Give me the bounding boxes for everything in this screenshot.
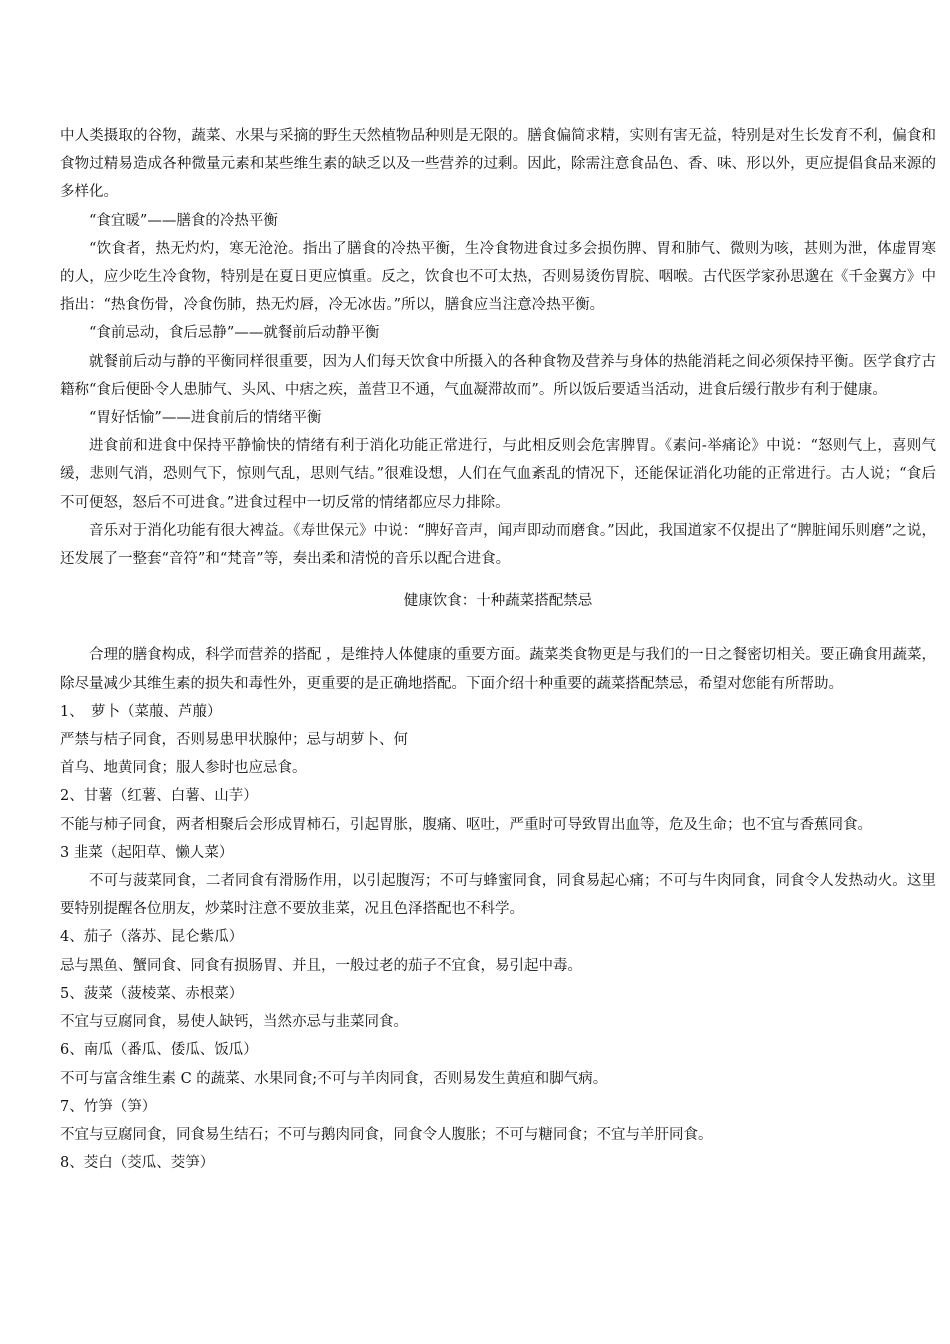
list-item: 不宜与豆腐同食，同食易生结石；不可与鹅肉同食，同食令人腹胀；不可与糖同食；不宜与羊肝同食。	[60, 1126, 713, 1143]
list-item: 不可与菠菜同食，二者同食有滑肠作用，以引起腹泻；不可与蜂蜜同食，同食易起心痛；不可与牛肉同食，同食令人发热动火。这里要特别提醒各位朋友，炒菜时注意不要放韭菜，况且色泽搭配也不科学。	[60, 873, 936, 918]
list-item: 7、竹笋（笋）	[60, 1098, 157, 1115]
list-item: 不宜与豆腐同食，易使人缺钙，当然亦忌与韭菜同食。	[60, 1014, 408, 1031]
paragraph: “饮食者，热无灼灼，寒无沧沧。指出了膳食的冷热平衡，生冷食物进食过多会损伤脾、胃和肺气、微则为咳，甚则为泄，体虚胃寒的人，应少吃生冷食物，特别是在夏日更应慎重。反之，饮食也不可太热，否则易烫伤胃脘、咽喉。古代医学家孙思邈在《千金翼方》中指出：“热食伤骨，冷食伤肺，热无灼唇，冷无冰齿。”所以，膳食应当注意冷热平衡。	[60, 240, 936, 314]
list-item: 1、 萝卜（菜菔、芦菔）	[60, 703, 222, 720]
paragraph: 就餐前后动与静的平衡同样很重要，因为人们每天饮食中所摄入的各种食物及营养与身体的热能消耗之间必须保持平衡。医学食疗古籍称“食后便卧令人患肺气、头风、中痞之疾，盖营卫不通，气血凝滞故而”。所以饭后要适当活动，进食后缓行散步有利于健康。	[60, 353, 936, 398]
list-item: 首乌、地黄同食；服人参时也应忌食。	[60, 760, 307, 777]
subheading-food-temperature: “食宜暖”——膳食的冷热平衡	[89, 212, 278, 229]
list-item: 严禁与桔子同食，否则易患甲状腺仲；忌与胡萝卜、何	[60, 732, 408, 749]
list-item: 6、南瓜（番瓜、倭瓜、饭瓜）	[60, 1042, 258, 1059]
list-item: 2、甘薯（红薯、白薯、山芋）	[60, 788, 258, 805]
list-item: 5、菠菜（菠棱菜、赤根菜）	[60, 985, 244, 1002]
paragraph: 中人类摄取的谷物，蔬菜、水果与采摘的野生天然植物品种则是无限的。膳食偏简求精，实则有害无益，特别是对生长发育不利，偏食和食物过精易造成各种微量元素和某些维生素的缺乏以及一些营养的过剩。因此，除需注意食品色、香、味、形以外，更应提倡食品来源的多样化。	[60, 128, 936, 201]
list-item: 3 韭菜（起阳草、懒人菜）	[60, 844, 234, 861]
list-item: 不可与富含维生素 C 的蔬菜、水果同食;不可与羊肉同食，否则易发生黄疸和脚气病。	[60, 1070, 608, 1087]
paragraph: 进食前和进食中保持平静愉快的情绪有利于消化功能正常进行，与此相反则会危害脾胃。《素问-举痛论》中说：“怒则气上，喜则气缓，悲则气消，恐则气下，惊则气乱，思则气结。”很难设想，人们在气血紊乱的情况下，还能保证消化功能的正常进行。古人说；“食后不可便怒，怒后不可进食。”进食过程中一切反常的情绪都应尽力排除。	[60, 438, 936, 511]
document-page	[60, 122, 936, 1177]
subheading-activity-balance: “食前忌动，食后忌静”——就餐前后动静平衡	[89, 325, 380, 342]
list-item: 不能与柿子同食，两者相聚后会形成胃柿石，引起胃胀，腹痛、呕吐，严重时可导致胃出血等，危及生命；也不宜与香蕉同食。	[60, 816, 872, 833]
paragraph: 合理的膳食构成，科学而营养的搭配 ，是维持人体健康的重要方面。蔬菜类食物更是与我们的一日之餐密切相关。要正确食用蔬菜，除尽量减少其维生素的损失和毒性外，更重要的是正确地搭配。下面介绍十种重要的蔬菜搭配禁忌，希望对您能有所帮助。	[60, 647, 936, 692]
list-item: 忌与黑鱼、蟹同食、同食有损肠胃、并且，一般过老的茄子不宜食，易引起中毒。	[60, 957, 582, 974]
list-item: 4、茄子（落苏、昆仑紫瓜）	[60, 929, 244, 946]
subheading-mood-balance: “胃好恬愉”——进食前后的情绪平衡	[89, 410, 322, 427]
paragraph: 音乐对于消化功能有很大裨益。《寿世保元》中说：“脾好音声，闻声即动而磨食。”因此，我国道家不仅提出了“脾脏闻乐则磨”之说，还发展了一整套“音符”和“梵音”等，奏出柔和清悦的音乐以配合进食。	[60, 522, 936, 568]
section-title: 健康饮食：十种蔬菜搭配禁忌	[403, 593, 593, 610]
list-item: 8、茭白（茭瓜、茭笋）	[60, 1155, 215, 1172]
